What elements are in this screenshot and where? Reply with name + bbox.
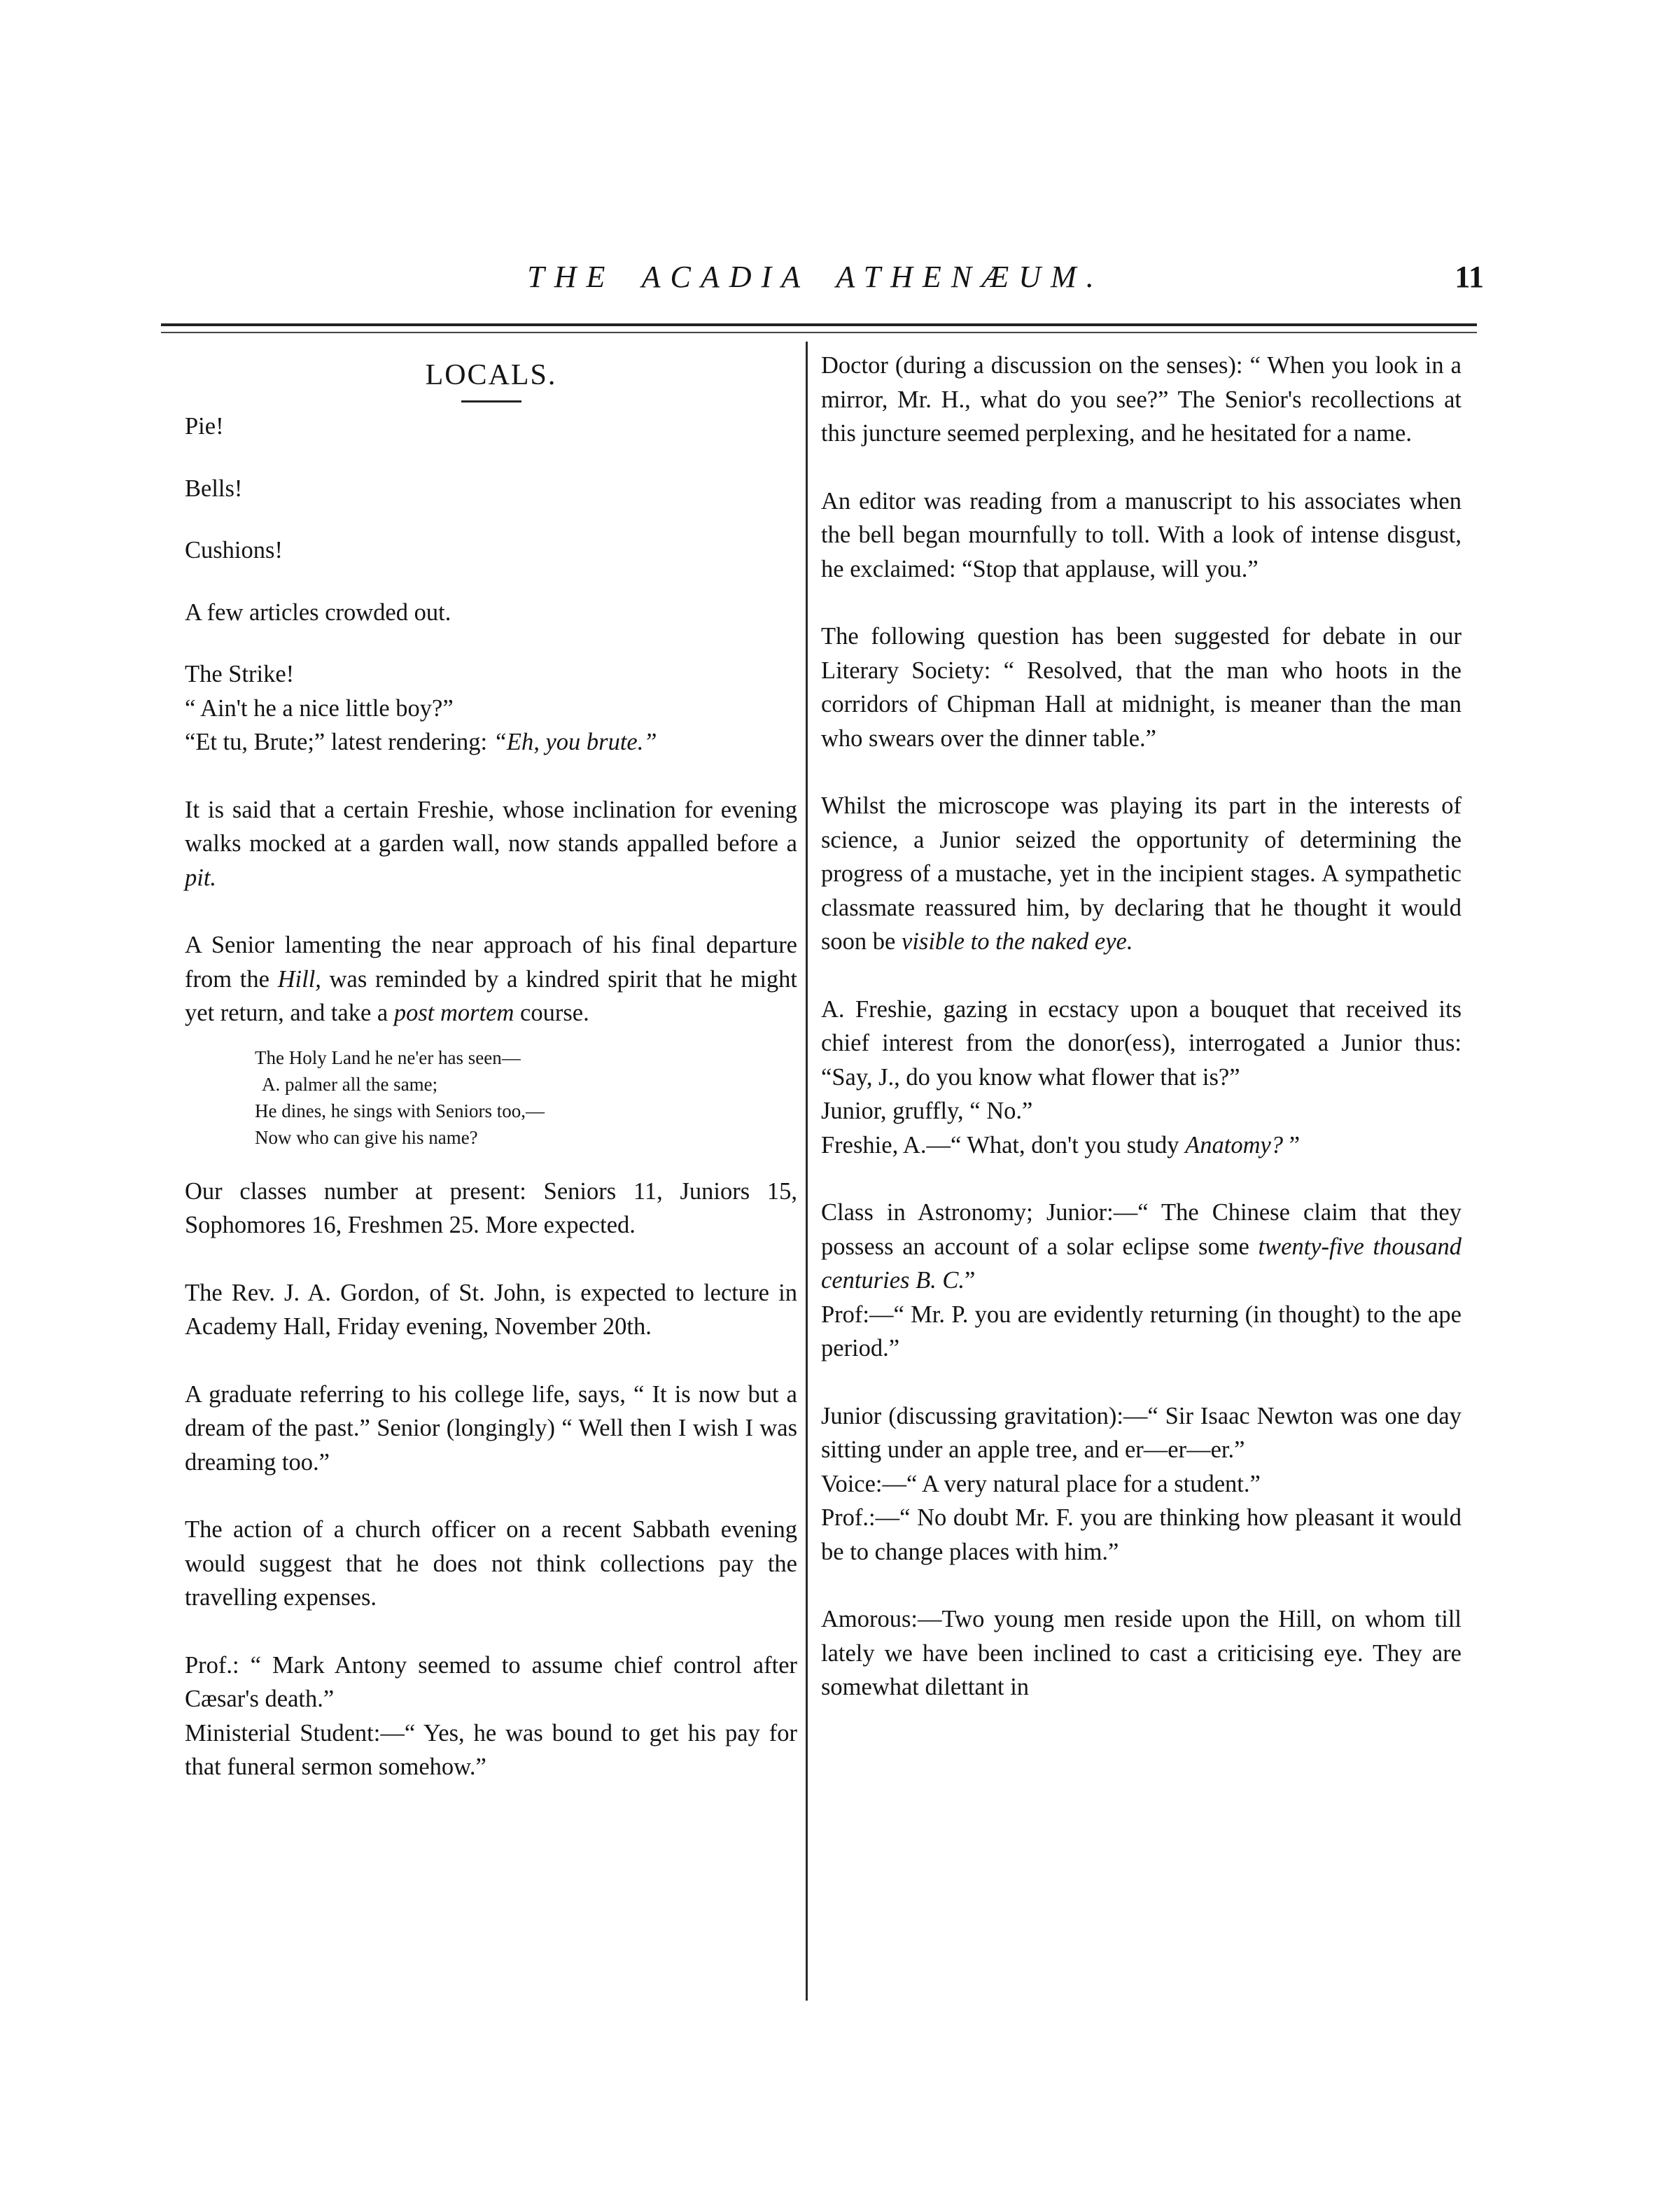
italic-run: Hill, <box>277 965 321 993</box>
local-item-senior-departure <box>185 928 797 1030</box>
item-text: Doctor (during a discussion on the senses): “ When you look in a mirror, Mr. H., what do you see?” The Senior's recollections at this juncture seemed perplexing, and he hesitated for a name. <box>821 352 1462 447</box>
item-text: Ministerial Student:—“ Yes, he was bound to get his pay for that funeral sermon somehow.” <box>185 1719 797 1780</box>
local-item-astronomy <box>821 1196 1462 1366</box>
local-item-antony <box>185 1648 797 1784</box>
item-text: Pie! <box>185 413 224 440</box>
item-text: Voice:—“ A very natural place for a student.” <box>821 1470 1261 1497</box>
text-run: ” <box>965 1267 976 1294</box>
item-heading: The Strike! <box>185 661 295 687</box>
item-text: An editor was reading from a manuscript to his associates when the bell began mournfully to toll. With a look of intense disgust, he exclaimed: “Stop that applause, will you.” <box>821 487 1462 582</box>
local-item-debate <box>821 620 1462 755</box>
item-text: Cushions! <box>185 537 283 564</box>
poem-line: Now who can give his name? <box>255 1126 478 1148</box>
text-run: was reminded by a kindred spirit that he might yet return, and take a <box>185 965 797 1026</box>
item-text: The Rev. J. A. Gordon, of St. John, is expected to lecture in Academy Hall, Friday evening, November 20th. <box>185 1279 797 1340</box>
text-run: “Et tu, Brute;” latest rendering: <box>185 729 493 755</box>
item-text: The following question has been suggested for debate in our Literary Society: “ Resolved, that the man who hoots in the corridors of Chipman Hall at midnight, is meaner than the man who swears over the dinner table.” <box>821 623 1462 752</box>
local-item-few-articles <box>185 596 797 630</box>
section-title: LOCALS. <box>425 359 557 391</box>
local-item-pie <box>185 410 797 444</box>
poem-line: He dines, he sings with Seniors too,— <box>255 1100 545 1121</box>
poem <box>255 1044 797 1151</box>
local-item-editor <box>821 484 1462 587</box>
italic-run: post mortem <box>393 1000 514 1026</box>
item-text: Our classes number at present: Seniors 11, Juniors 15, Sophomores 16, Freshmen 25. More expected. <box>185 1177 797 1238</box>
item-text: Prof:—“ Mr. P. you are evidently returning (in thought) to the ape period.” <box>821 1301 1462 1362</box>
running-title: THE ACADIA ATHENÆUM. <box>527 260 1104 294</box>
item-text: Prof.:—“ No doubt Mr. F. you are thinking how pleasant it would be to change places with him.” <box>821 1504 1462 1565</box>
item-text: Amorous:—Two young men reside upon the Hill, on whom till lately we have been inclined to cast a criticising eye. They are somewhat dilettant in <box>821 1606 1462 1700</box>
poem-line: The Holy Land he ne'er has seen— <box>255 1046 521 1068</box>
item-text: Junior, gruffly, “ No.” <box>821 1098 1033 1124</box>
local-item-graduate <box>185 1378 797 1480</box>
item-text <box>821 1128 1462 1163</box>
item-text <box>821 1196 1462 1298</box>
item-text <box>185 725 797 760</box>
text-run: ” <box>1283 1131 1301 1158</box>
item-text: A. Freshie, gazing in ecstacy upon a bouquet that received its chief interest from the donor(ess), interrogated a Junior thus: “Say, J., do you know what flower that is?” <box>821 995 1462 1091</box>
local-item-church <box>185 1513 797 1615</box>
local-item-doctor <box>821 349 1462 451</box>
local-item-strike <box>185 657 797 760</box>
item-text: A graduate referring to his college life, says, “ It is now but a dream of the past.” Senior (longingly) “ Well then I wish I was dreaming too.” <box>185 1380 797 1476</box>
item-text <box>185 793 797 895</box>
column-divider <box>806 342 808 2001</box>
italic-run: pit. <box>185 864 217 891</box>
item-text <box>821 789 1462 959</box>
italic-run: Anatomy? <box>1185 1131 1284 1158</box>
local-item-freshie-bouquet <box>821 993 1462 1163</box>
left-column <box>185 349 797 1818</box>
text-run: Whilst the microscope was playing its part in the interests of science, a Junior seized the opportunity of determining the progress of a mustache, yet in the incipient stages. A sympathetic classmate reassured him, by declaring that he thought it would soon be <box>821 792 1462 955</box>
italic-run: twenty-five thousand centuries B. C. <box>821 1233 1462 1294</box>
item-text: Prof.: “ Mark Antony seemed to assume chief control after Cæsar's death.” <box>185 1651 797 1712</box>
text-run: It is said that a certain Freshie, whose inclination for evening walks mocked at a garden wall, now stands appalled before a <box>185 796 797 857</box>
italic-run: visible to the naked eye. <box>902 928 1133 955</box>
local-item-microscope <box>821 789 1462 959</box>
local-item-gravitation <box>821 1399 1462 1569</box>
header-rule <box>161 323 1477 326</box>
local-item-bells <box>185 472 797 506</box>
italic-run: “Eh, you brute.” <box>493 729 657 755</box>
right-column <box>821 349 1462 1738</box>
text-run: Class in Astronomy; Junior:—“ The Chinese claim that they possess an account of a solar eclipse some <box>821 1199 1462 1260</box>
local-item-cushions <box>185 533 797 568</box>
item-text <box>185 928 797 1030</box>
poem-line: A. palmer all the same; <box>262 1073 438 1095</box>
item-text: A few articles crowded out. <box>185 598 451 626</box>
item-text: The action of a church officer on a recent Sabbath evening would suggest that he does not think collections pay the travelling expenses. <box>185 1516 797 1611</box>
page-header <box>147 259 1484 308</box>
text-run: Freshie, A.—“ What, don't you study <box>821 1131 1186 1158</box>
local-item-classes <box>185 1175 797 1242</box>
title-rule <box>461 400 521 402</box>
item-text: Bells! <box>185 475 243 502</box>
page-number: 11 <box>1455 260 1484 294</box>
local-item-amorous <box>821 1602 1462 1704</box>
local-item-freshie-pit <box>185 793 797 895</box>
header-rule-thin <box>161 332 1477 333</box>
local-item-gordon <box>185 1276 797 1344</box>
item-text: “ Ain't he a nice little boy?” <box>185 694 454 722</box>
text-run: A Senior lamenting the near approach of his final departure from the <box>185 932 797 993</box>
text-run: course. <box>514 1000 589 1026</box>
item-text: Junior (discussing gravitation):—“ Sir Isaac Newton was one day sitting under an apple tree, and er—er—er.” <box>821 1402 1462 1463</box>
